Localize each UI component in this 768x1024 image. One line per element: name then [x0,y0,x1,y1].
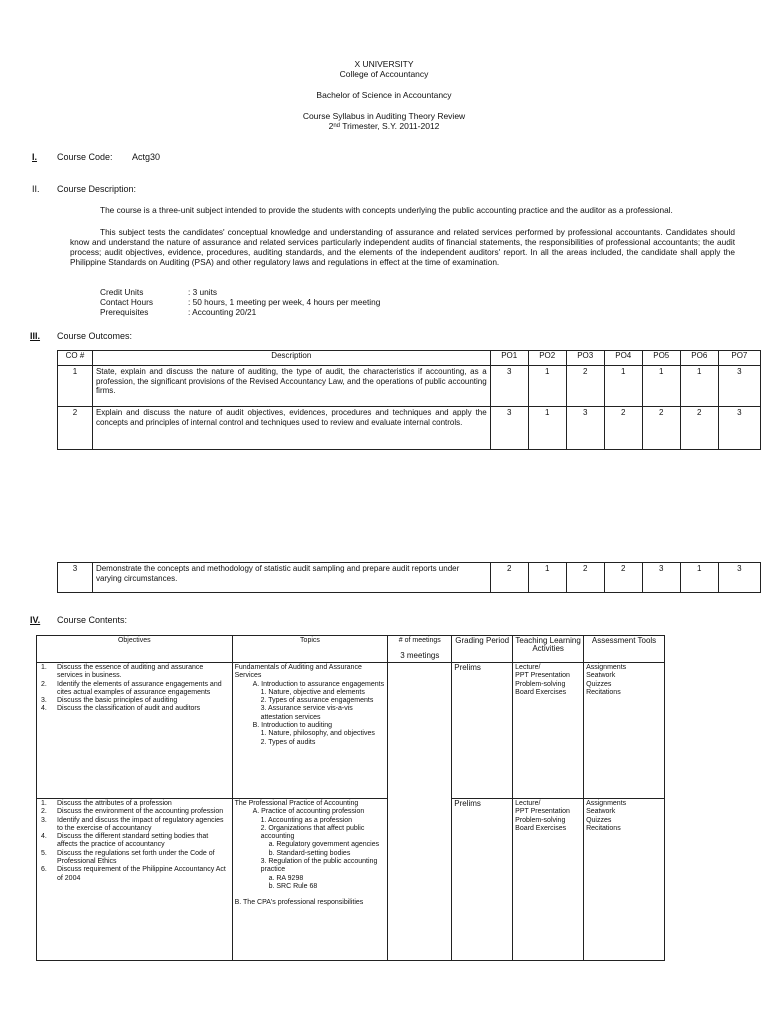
assessment-item: Quizzes [586,680,612,688]
section-2-number: II. [32,184,40,194]
po-value: 1 [528,407,566,450]
po6-header: PO6 [680,351,718,366]
po2-header: PO2 [528,351,566,366]
assessment-item: Seatwork [586,808,616,816]
po4-header: PO4 [604,351,642,366]
activity-item: Problem-solving [515,816,566,824]
meetings-header: # of meetings [388,636,452,663]
outcomes-table-continued [57,562,761,593]
table-row [37,799,665,961]
topic-item: A. Practice of accounting profession [252,808,365,816]
trimester-number: 2 [328,121,334,131]
topic-title: Fundamentals of Auditing and Assurance Services [234,664,362,680]
topic-item: 1. Nature, objective and elements [260,688,365,696]
objectives-cell [37,799,233,961]
objectives-cell [37,663,233,799]
topic-item: b. SRC Rule 68 [268,882,318,890]
table-row [58,407,761,450]
topic-item: 3. Regulation of the public accounting practice [260,858,378,874]
contents-header-row [37,636,665,663]
po7-header: PO7 [718,351,760,366]
po-value: 2 [566,563,604,593]
topic-item: B. The CPA's professional responsibilities [234,899,364,907]
assessment-item: Quizzes [586,816,612,824]
description-paragraph-2 [70,227,735,267]
po-value: 1 [528,563,566,593]
po-value: 3 [718,407,760,450]
po-value: 1 [680,366,718,407]
topic-item: 2. Organizations that affect public accounting [260,824,365,841]
co-description: Demonstrate the concepts and methodology of statistic audit sampling and prepare audit reports under varying circumstances. [92,563,490,593]
section-1-number: I. [32,152,38,162]
po-value: 3 [566,407,604,450]
grading-period-header: Grading Period [452,636,513,663]
topic-item: 2. Types of assurance engagements [260,697,374,705]
topic-spacer [235,891,386,899]
po5-header: PO5 [642,351,680,366]
po-value: 3 [490,407,528,450]
course-outcomes-label: Course Outcomes: [57,331,133,341]
course-code-label: Course Code: [57,152,113,162]
topics-cell [232,799,388,961]
topics-header: Topics [232,636,388,663]
table-row [58,366,761,407]
co-description: State, explain and discuss the nature of auditing, the type of audit, the characteristics if accounting, as a profession, the significant provisions of the Revised Accountancy Law, and the operations of public accounting firms. [92,366,490,407]
assessment-item: Seatwork [586,672,616,680]
activity-item: Board Exercises [515,824,567,832]
topic-item: B. Introduction to auditing [252,722,332,730]
section-3-number: III. [30,331,41,341]
topic-item: A. Introduction to assurance engagements [252,680,385,688]
co-num-header: CO # [58,351,93,366]
topic-item: 2. Types of audits [260,738,316,746]
description-paragraph-2-rest: Candidates should know and understand the nature of assurance and related services particularly independent audits of financial statements, the responsibilities of professional accountants; the audit process; audit objectives, evidence, procedures, auditing standards, and the elements of the independent auditors' report. In all the areas included, the candidate shall apply the Philippine Standards on Auditing (PSA) and other regulatory laws and regulations in effect at the time of examination. [70,227,735,267]
trimester-text: Trimester, S.Y. 2011-2012 [340,121,440,131]
topic-item: a. Regulatory government agencies [268,841,380,849]
activity-item: Lecture/ [515,664,541,671]
po-value: 2 [490,563,528,593]
po-value: 3 [718,563,760,593]
po-value: 3 [642,563,680,593]
list-item: 1. Discuss the attributes of a profession [41,800,172,807]
assessment-item: Recitations [586,824,621,832]
co-number: 3 [58,563,93,593]
list-item: 3. Discuss the basic principles of auditing [41,697,178,705]
topic-title: The Professional Practice of Accounting [234,800,359,807]
trimester-line [0,121,768,131]
activity-item: PPT Presentation [515,808,570,816]
syllabus-title: Course Syllabus in Auditing Theory Review [302,111,466,121]
program-name: Bachelor of Science in Accountancy [316,90,452,100]
po-value: 2 [604,407,642,450]
topic-item: 1. Nature, philosophy, and objectives [260,730,375,738]
po-value: 3 [490,366,528,407]
credit-units-value: : 3 units [188,287,218,297]
contact-hours-value: : 50 hours, 1 meeting per week, 4 hours per meeting [188,297,381,307]
activity-item: Lecture/ [515,800,541,807]
co-number: 1 [58,366,93,407]
po-value: 1 [528,366,566,407]
list-item: 4. Discuss the classification of audit and auditors [41,705,201,713]
list-item: 4. Discuss the different standard setting bodies that affects the practice of accountancy [41,833,209,849]
course-details [100,287,380,317]
table-row [58,563,761,593]
activities-header: Teaching Learning Activities [513,636,584,663]
description-header: Description [92,351,490,366]
grading-period-cell: Prelims [452,663,513,799]
topic-item: 3. Assurance service vis-a-vis attestation services [260,705,353,721]
contents-table [36,635,665,961]
meetings-value: 3 meetings [400,650,440,660]
co-number: 2 [58,407,93,450]
college-name: College of Accountancy [339,69,429,79]
topic-item: a. RA 9298 [268,874,304,882]
university-name: X UNIVERSITY [354,59,414,69]
po-value: 2 [566,366,604,407]
description-paragraph-1: The course is a three-unit subject intended to provide the students with concepts underlying the public accounting practice and the auditor as a professional. [100,205,673,215]
po-value: 2 [680,407,718,450]
course-code-value: Actg30 [132,152,161,162]
po-value: 2 [642,407,680,450]
objectives-header: Objectives [37,636,233,663]
assessment-header: Assessment Tools [584,636,665,663]
activity-item: Problem-solving [515,680,566,688]
activities-cell [513,799,584,961]
assessment-cell [584,663,665,799]
prerequisites-label: Prerequisites [100,307,149,317]
meetings-cell [388,650,452,961]
topic-item: b. Standard-setting bodies [268,849,351,857]
grading-period-cell: Prelims [452,799,513,961]
table-row [37,663,665,799]
topic-item: 1. Accounting as a profession [260,816,353,824]
assessment-item: Assignments [586,664,627,671]
outcomes-header-row [58,351,761,366]
course-contents-label: Course Contents: [57,615,128,625]
assessment-item: Recitations [586,688,621,696]
po-value: 1 [642,366,680,407]
co-description: Explain and discuss the nature of audit objectives, evidences, procedures and techniques and apply the concepts and principles of internal control and techniques used to review and evaluate internal controls. [92,407,490,450]
assessment-cell [584,799,665,961]
po-value: 3 [718,366,760,407]
po3-header: PO3 [566,351,604,366]
contact-hours-label: Contact Hours [100,297,154,307]
activity-item: PPT Presentation [515,672,570,680]
topics-cell [232,663,388,799]
po-value: 1 [604,366,642,407]
assessment-item: Assignments [586,800,627,807]
list-item: 1. Discuss the essence of auditing and assurance services in business. [41,664,204,680]
list-item: 3. Identify and discuss the impact of regulatory agencies to the exercise of accountancy [41,816,224,832]
description-paragraph-2-first: This subject tests the candidates' conceptual knowledge and understanding of assurance and related services performed by professional accountants. [100,227,663,237]
list-item: 6. Discuss requirement of the Philippine Accountancy Act of 2004 [41,866,226,882]
section-4-number: IV. [30,615,41,625]
list-item: 2. Discuss the environment of the accounting profession [41,808,224,816]
prerequisites-value: : Accounting 20/21 [188,307,257,317]
outcomes-table [57,350,761,450]
credit-units-label: Credit Units [100,287,144,297]
activity-item: Board Exercises [515,688,567,696]
course-description-label: Course Description: [57,184,137,194]
po1-header: PO1 [490,351,528,366]
trimester-suffix: nd [333,123,341,129]
po-value: 1 [680,563,718,593]
activities-cell [513,663,584,799]
list-item: 2. Identify the elements of assurance engagements and cites actual examples of assurance engagements [41,680,222,696]
po-value: 2 [604,563,642,593]
list-item: 5. Discuss the regulations set forth under the Code of Professional Ethics [41,849,215,866]
